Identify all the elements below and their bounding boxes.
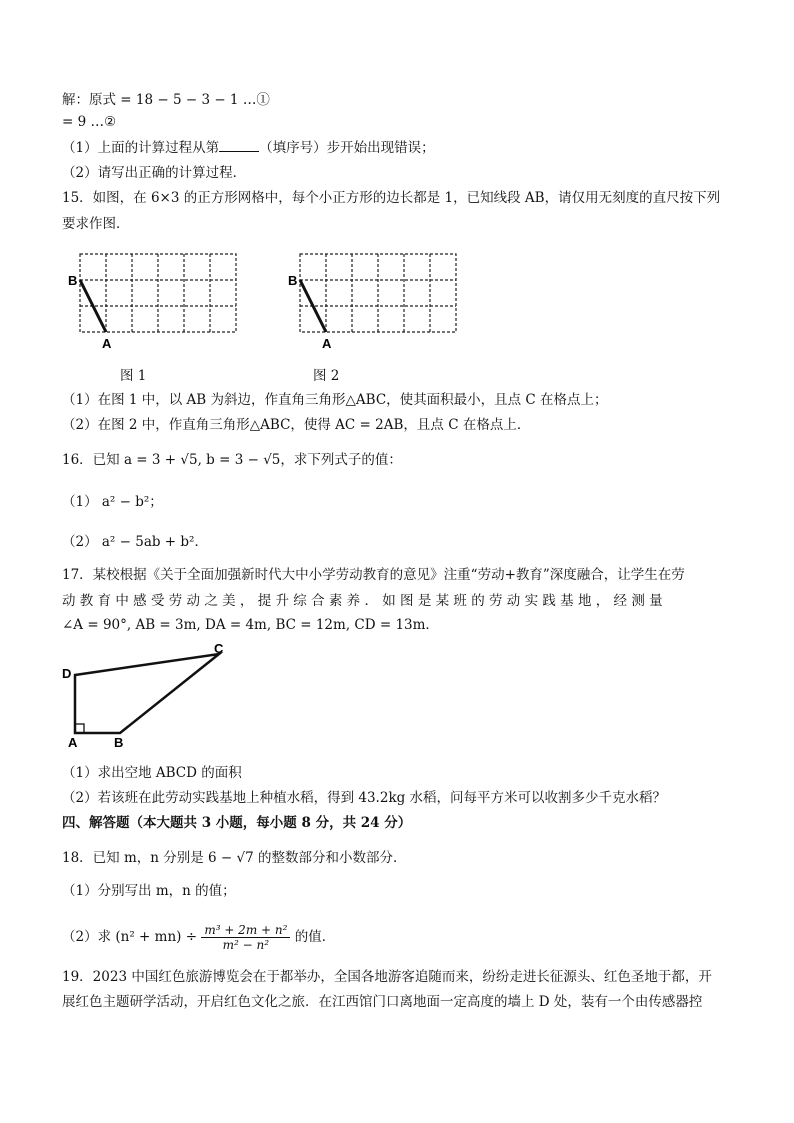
- fraction-numerator: m³ + 2m + n²: [201, 923, 290, 938]
- label-b: B: [288, 273, 298, 288]
- q14-part1: [62, 138, 435, 158]
- q17-part1: （1）求出空地 ABCD 的面积: [62, 765, 242, 781]
- label-c: C: [214, 641, 224, 656]
- label-a: A: [322, 336, 332, 351]
- q18-stem: 18．已知 m，n 分别是 6 − √7 的整数部分和小数部分．: [62, 850, 407, 866]
- q17-stem-line3: ∠A = 90°, AB = 3m, DA = 4m, BC = 12m, CD = 13m．: [62, 617, 439, 633]
- q18-part2-suffix: 的值．: [294, 929, 336, 945]
- label-d: D: [62, 666, 72, 681]
- q15-stem-line2: 要求作图．: [62, 216, 130, 232]
- q14-part1-suffix: （填序号）步开始出现错误；: [259, 140, 435, 156]
- q18-part2: [62, 920, 335, 954]
- label-b: B: [114, 735, 124, 750]
- figure-1-caption: 图 1: [120, 368, 147, 384]
- q18-part1: （1）分别写出 m，n 的值；: [62, 883, 236, 899]
- q14-solution-line1: 解：原式 = 18 − 5 − 3 − 1 …①: [62, 92, 270, 108]
- section-4-title: 四、解答题（本大题共 3 小题，每小题 8 分，共 24 分）: [62, 815, 412, 831]
- q17-part2: （2）若该班在此劳动实践基地上种植水稻，得到 43.2kg 水稻，问每平方米可以收割多少千克水稻？: [62, 790, 667, 806]
- q14-part1-prefix: （1）上面的计算过程从第: [62, 140, 220, 156]
- q14-part2: （2）请写出正确的计算过程．: [62, 165, 247, 181]
- q19-line1: 19．2023 中国红色旅游博览会在于都举办，全国各地游客追随而来，纷纷走进长征源头、红色圣地于都，开: [62, 969, 712, 985]
- figure-2-caption: 图 2: [313, 368, 340, 384]
- label-a: A: [102, 336, 112, 351]
- q19-line2: 展红色主题研学活动，开启红色文化之旅．在江西馆门口离地面一定高度的墙上 D 处，装有一个由传感器控: [62, 994, 703, 1010]
- q15-stem-line1: 15．如图，在 6×3 的正方形网格中，每个小正方形的边长都是 1，已知线段 AB，请仅用无刻度的直尺按下列: [62, 190, 721, 206]
- q17-stem-line1: 17．某校根据《关于全面加强新时代大中小学劳动教育的意见》注重“劳动+教育”深度融合，让学生在劳: [62, 567, 685, 583]
- figure-1-grid: [60, 244, 260, 356]
- q16-part2: （2） a² − 5ab + b²．: [62, 534, 208, 550]
- q16-part1: （1） a² − b²；: [62, 494, 163, 510]
- q15-part1: （1）在图 1 中，以 AB 为斜边，作直角三角形△ABC，使其面积最小，且点 C 在格点上；: [62, 392, 608, 408]
- q18-part2-prefix: （2）求 (n² + mn) ÷: [62, 929, 198, 945]
- q14-solution-line2: = 9 …②: [62, 114, 117, 130]
- label-b: B: [68, 273, 78, 288]
- answer-blank[interactable]: [219, 139, 259, 152]
- fraction: [201, 923, 290, 952]
- fraction-denominator: m² − n²: [222, 938, 270, 952]
- figure-2-grid: [280, 244, 480, 356]
- label-a: A: [68, 735, 78, 750]
- q16-stem: 16．已知 a = 3 + √5, b = 3 − √5，求下列式子的值：: [62, 452, 402, 468]
- q17-stem-line2: 动 教 育 中 感 受 劳 动 之 美 ， 提 升 综 合 素 养 ． 如 图 是 某 班 的 劳 动 实 践 基 地 ， 经 测 量: [62, 593, 663, 609]
- q15-part2: （2）在图 2 中，作直角三角形△ABC，使得 AC = 2AB，且点 C 在格点上．: [62, 417, 531, 433]
- quadrilateral-figure: [56, 640, 246, 752]
